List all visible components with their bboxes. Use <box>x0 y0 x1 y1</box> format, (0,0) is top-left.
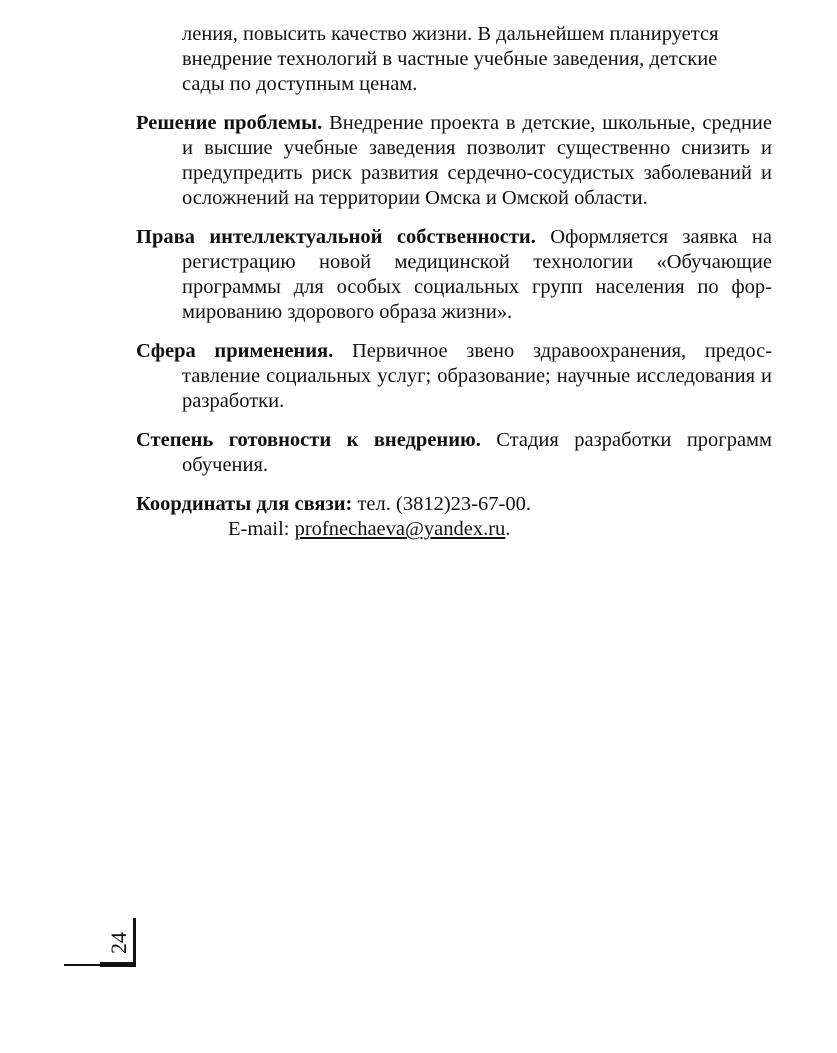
email-link[interactable]: profnechaeva@yandex.ru <box>294 518 506 540</box>
intro-line: сады по доступным ценам. <box>182 73 418 95</box>
intro-line: внедрение технологий в частные учебные заведения, детские <box>182 48 718 70</box>
page-number: 24 <box>106 932 131 954</box>
section-intellectual-property <box>136 225 772 325</box>
section-readiness <box>136 428 772 478</box>
section-text: Первичное звено здравоохранения, предоставление социальных услуг; образование; научные исследования и разработки. <box>182 340 773 412</box>
footer-rule-thick <box>100 962 136 967</box>
document-body <box>136 22 772 556</box>
intro-paragraph <box>136 22 772 97</box>
section-term: Степень готовности к внедрению. <box>136 429 481 451</box>
section-application-area <box>136 339 772 414</box>
section-text: Оформляется заявка на регистрацию новой медицинской технологии «Обучающие программы для особых социальных групп населения по формированию здорового образа жизни». <box>182 226 772 323</box>
section-text: тел. (3812)23-67-00. <box>352 493 531 515</box>
email-suffix: . <box>505 518 511 540</box>
section-term: Права интеллектуальной собственности. <box>136 226 536 248</box>
section-term: Решение проблемы. <box>136 112 323 134</box>
section-term: Сфера применения. <box>136 340 334 362</box>
section-text: Внедрение проекта в детские, школьные, средние и высшие учебные заведения позволит существенно снизить и предупредить риск развития сердечно-сосудистых заболеваний и осложнений на территории Омска и Омской области. <box>182 112 772 209</box>
section-term: Координаты для связи: <box>136 493 353 515</box>
section-contacts <box>136 492 772 542</box>
email-line <box>182 517 772 542</box>
section-problem-solution <box>136 111 772 211</box>
footer-rule-vertical <box>133 918 136 966</box>
intro-line: ления, повысить качество жизни. В дальнейшем планируется <box>182 23 719 45</box>
section-text: Стадия разработки программ обучения. <box>182 429 772 476</box>
email-label: E-mail: <box>228 518 295 540</box>
